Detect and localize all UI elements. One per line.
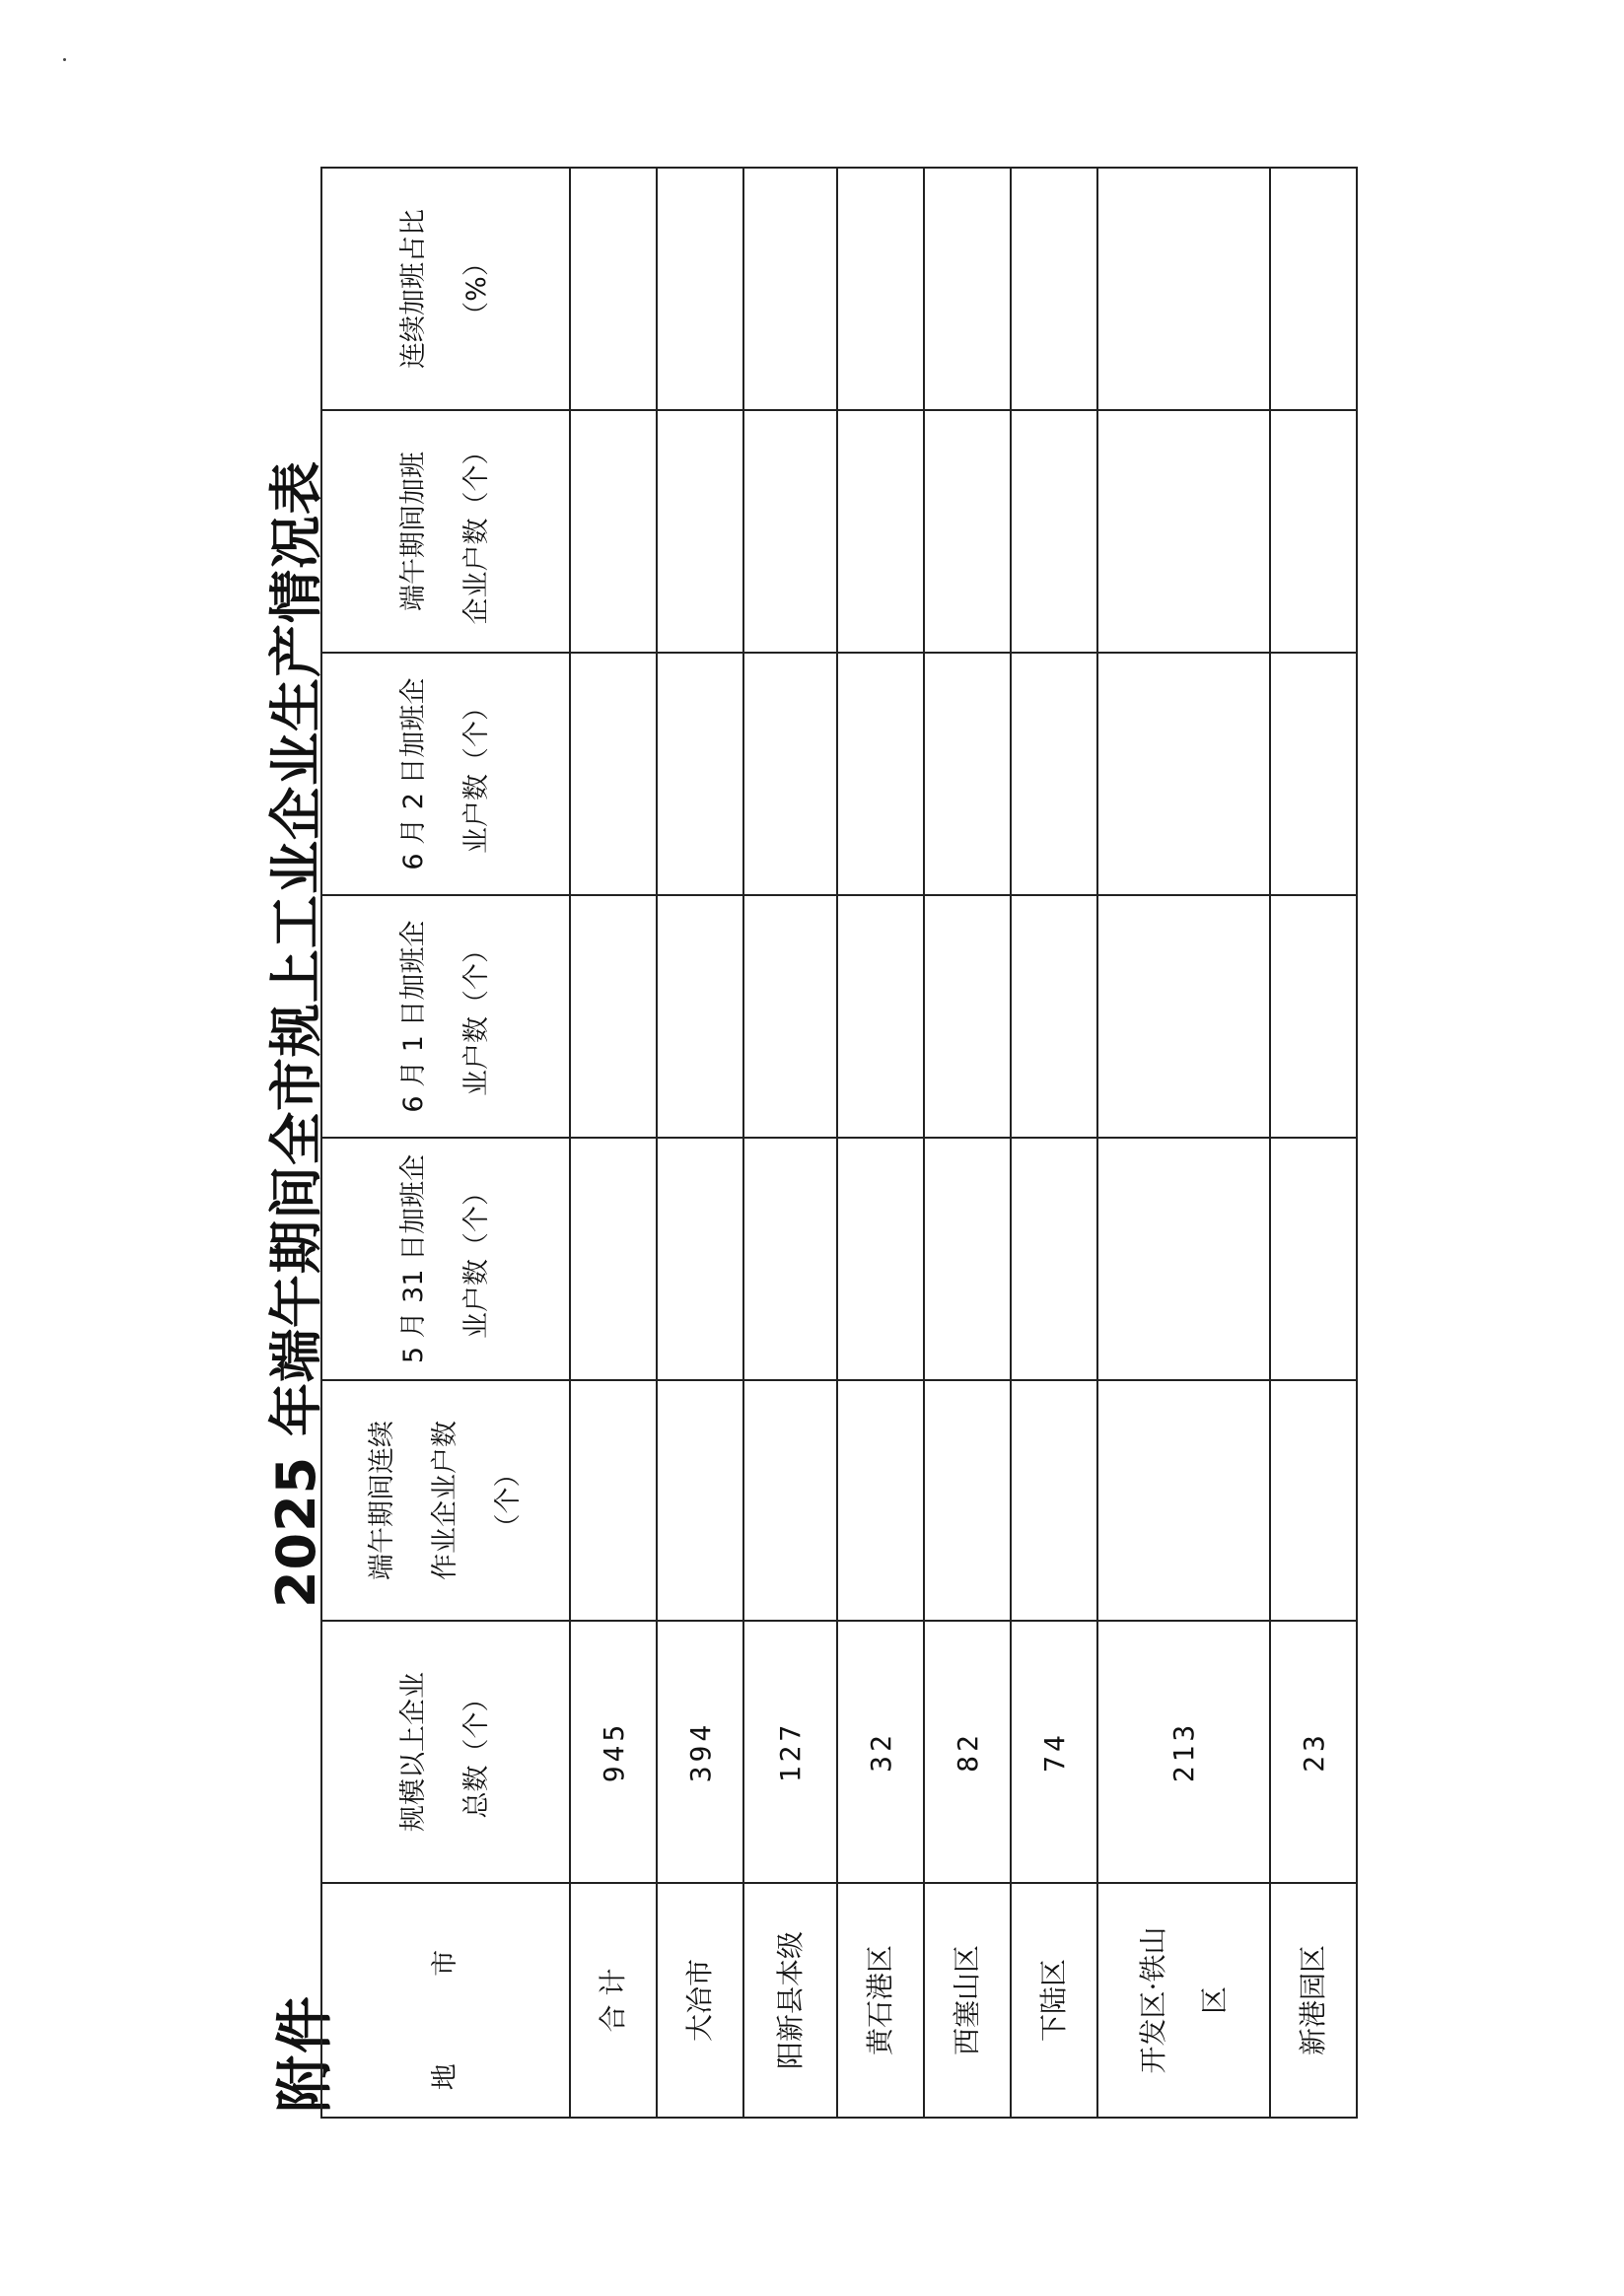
header-line: 业户数（个）: [461, 937, 492, 1096]
header-line: 总数（个）: [461, 1685, 492, 1819]
empty-cell: [924, 410, 1011, 653]
empty-cell: [1011, 1138, 1097, 1380]
empty-cell: [657, 410, 743, 653]
header-line: 企业户数（个）: [461, 438, 492, 625]
table-row: [1097, 168, 1270, 2118]
total-cell: 394: [657, 1621, 743, 1883]
header-total-enterprises: [321, 1621, 570, 1883]
table-row: [570, 168, 657, 2118]
empty-cell: [1270, 895, 1357, 1138]
table-row: [743, 168, 837, 2118]
total-cell: 23: [1270, 1621, 1357, 1883]
empty-cell: [1270, 653, 1357, 895]
total-cell: 32: [837, 1621, 924, 1883]
region-cell: 阳新县本级: [743, 1883, 837, 2118]
region-cell: 合 计: [570, 1883, 657, 2118]
empty-cell: [570, 410, 657, 653]
empty-cell: [657, 1138, 743, 1380]
empty-cell: [837, 410, 924, 653]
empty-cell: [657, 895, 743, 1138]
empty-cell: [743, 1138, 837, 1380]
total-cell: 74: [1011, 1621, 1097, 1883]
empty-cell: [1270, 1138, 1357, 1380]
header-line: 6 月 2 日加班企: [398, 677, 429, 870]
total-cell: 82: [924, 1621, 1011, 1883]
region-cell: [1097, 1883, 1270, 2118]
table-row: [657, 168, 743, 2118]
table-row: [837, 168, 924, 2118]
empty-cell: [743, 410, 837, 653]
header-ratio: [321, 168, 570, 410]
empty-cell: [570, 895, 657, 1138]
empty-cell: [570, 1138, 657, 1380]
total-cell: 945: [570, 1621, 657, 1883]
header-region: 地 市: [321, 1883, 570, 2118]
empty-cell: [743, 1380, 837, 1621]
empty-cell: [924, 653, 1011, 895]
empty-cell: [570, 168, 657, 410]
region-cell: 西塞山区: [924, 1883, 1011, 2118]
stray-mark: [63, 58, 66, 61]
empty-cell: [1097, 410, 1270, 653]
header-line: （%）: [461, 249, 492, 328]
empty-cell: [657, 1380, 743, 1621]
empty-cell: [1097, 168, 1270, 410]
region-wrap: 开发区·铁山区: [1136, 1926, 1231, 2074]
total-cell: 213: [1097, 1621, 1270, 1883]
header-line: 端午期间加班: [398, 452, 429, 611]
empty-cell: [743, 168, 837, 410]
empty-cell: [1270, 168, 1357, 410]
empty-cell: [924, 1138, 1011, 1380]
header-line: 连续加班占比: [398, 209, 429, 369]
header-line: （个）: [493, 1460, 524, 1541]
header-jun2: [321, 653, 570, 895]
empty-cell: [924, 168, 1011, 410]
page-title: 2025 年端午期间全市规上工业企业生产情况表: [265, 459, 327, 1609]
region-cell: 大冶市: [657, 1883, 743, 2118]
empty-cell: [1097, 895, 1270, 1138]
header-jun1: [321, 895, 570, 1138]
total-cell: 127: [743, 1621, 837, 1883]
header-continuous: [321, 1380, 570, 1621]
empty-cell: [1097, 1380, 1270, 1621]
table-row: [924, 168, 1011, 2118]
production-table: [320, 167, 1358, 2119]
table-row: [1270, 168, 1357, 2118]
empty-cell: [924, 1380, 1011, 1621]
empty-cell: [657, 653, 743, 895]
header-line: 作业企业户数: [430, 1421, 460, 1580]
empty-cell: [1011, 410, 1097, 653]
empty-cell: [924, 895, 1011, 1138]
empty-cell: [837, 895, 924, 1138]
header-line: 端午期间连续: [367, 1421, 397, 1580]
empty-cell: [1011, 168, 1097, 410]
region-cell: 新港园区: [1270, 1883, 1357, 2118]
empty-cell: [657, 168, 743, 410]
data-table-wrapper: [320, 167, 1358, 2119]
header-line: 6 月 1 日加班企: [398, 920, 429, 1113]
empty-cell: [1011, 895, 1097, 1138]
empty-cell: [837, 168, 924, 410]
header-row: [321, 168, 570, 2118]
empty-cell: [837, 1380, 924, 1621]
header-line: 业户数（个）: [461, 1179, 492, 1339]
empty-cell: [570, 1380, 657, 1621]
region-cell: 黄石港区: [837, 1883, 924, 2118]
region-cell: 下陆区: [1011, 1883, 1097, 2118]
header-line: 业户数（个）: [461, 694, 492, 854]
attachment-label: 附件: [271, 1993, 338, 2113]
empty-cell: [743, 895, 837, 1138]
header-period-overtime: [321, 410, 570, 653]
empty-cell: [743, 653, 837, 895]
empty-cell: [1270, 1380, 1357, 1621]
empty-cell: [837, 1138, 924, 1380]
empty-cell: [570, 653, 657, 895]
header-line: 规模以上企业: [398, 1672, 429, 1832]
header-line: 5 月 31 日加班企: [398, 1153, 429, 1364]
empty-cell: [1097, 653, 1270, 895]
empty-cell: [1011, 653, 1097, 895]
table-row: [1011, 168, 1097, 2118]
header-may31: [321, 1138, 570, 1380]
empty-cell: [1011, 1380, 1097, 1621]
empty-cell: [1097, 1138, 1270, 1380]
empty-cell: [837, 653, 924, 895]
empty-cell: [1270, 410, 1357, 653]
